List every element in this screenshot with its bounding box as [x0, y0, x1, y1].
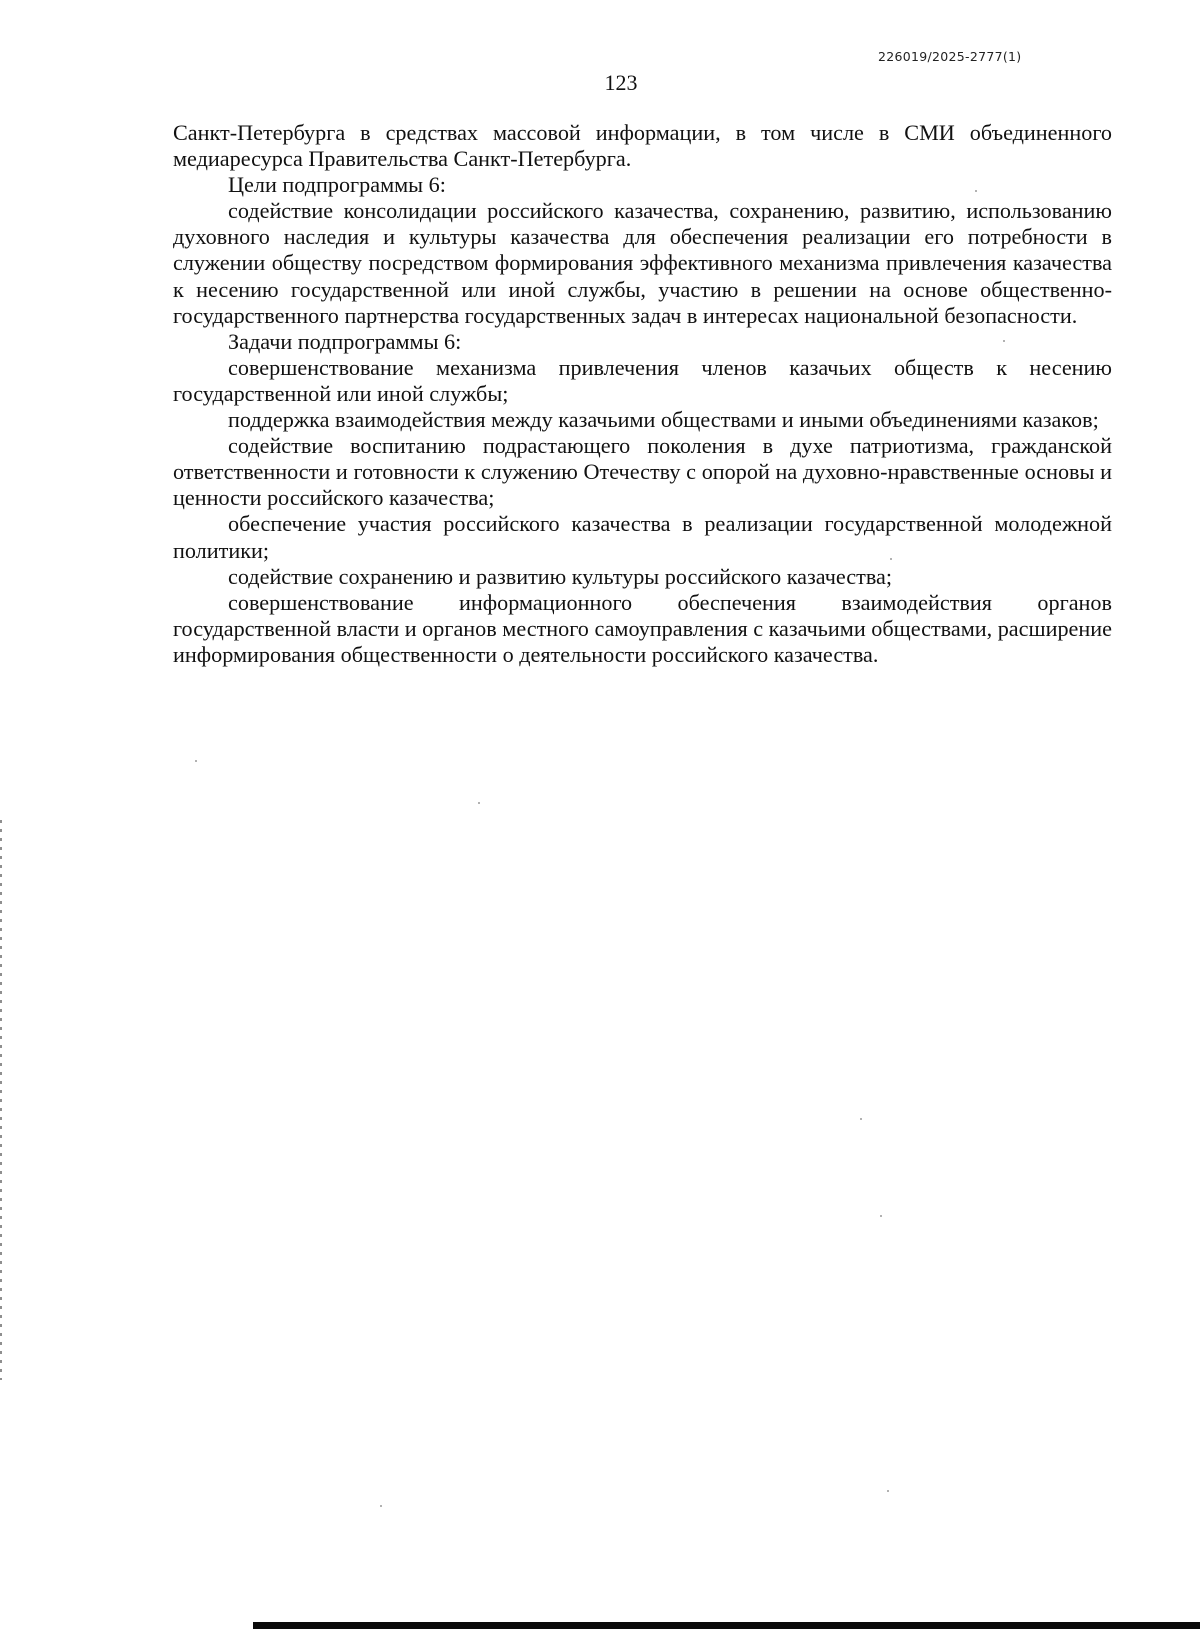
scan-edge-artifact — [0, 820, 2, 1380]
task-item: совершенствование информационного обеспечения взаимодействия органов государственной власти и органов местного самоуправления с казачьими обществами, расширение информирования общественности о деятельности российского казачества. — [173, 589, 1112, 667]
document-registration-code: 226019/2025-2777(1) — [878, 49, 1022, 64]
scan-speck — [478, 802, 480, 804]
task-item: содействие сохранению и развитию культуры российского казачества; — [228, 563, 893, 589]
scan-speck — [975, 190, 977, 192]
scan-speck — [860, 1118, 862, 1120]
task-item: поддержка взаимодействия между казачьими обществами и иными объединениями казаков; — [228, 407, 1099, 433]
tasks-heading: Задачи подпрограммы 6: — [228, 328, 462, 354]
scan-speck — [887, 1490, 889, 1492]
scan-speck — [890, 558, 892, 560]
scan-speck — [880, 1215, 882, 1217]
scan-speck — [1003, 340, 1005, 342]
goal-item: содействие консолидации российского казачества, сохранению, развитию, использованию духовного наследия и культуры казачества для обеспечения реализации его потребности в служении обществу посредством формирования эффективного механизма привлечения казачества к несению государственной или иной службы, участию в решении на основе общественно-государственного партнерства государственных задач в интересах национальной безопасности. — [173, 198, 1112, 328]
task-item: совершенствование механизма привлечения членов казачьих обществ к несению государственной или иной службы; — [173, 354, 1112, 406]
document-body — [173, 120, 1112, 668]
scan-speck — [380, 1505, 382, 1507]
paragraph-continuation: Санкт-Петербурга в средствах массовой информации, в том числе в СМИ объединенного медиаресурса Правительства Санкт-Петербурга. — [173, 120, 1112, 172]
page-number: 123 — [604, 70, 638, 95]
scan-bottom-border — [253, 1622, 1200, 1629]
goals-heading: Цели подпрограммы 6: — [228, 172, 446, 198]
task-item: обеспечение участия российского казачества в реализации государственной молодежной политики; — [173, 511, 1112, 563]
task-item: содействие воспитанию подрастающего поколения в духе патриотизма, гражданской ответственности и готовности к служению Отечеству с опорой на духовно-нравственные основы и ценности российского казачества; — [173, 433, 1112, 511]
scan-speck — [195, 760, 197, 762]
